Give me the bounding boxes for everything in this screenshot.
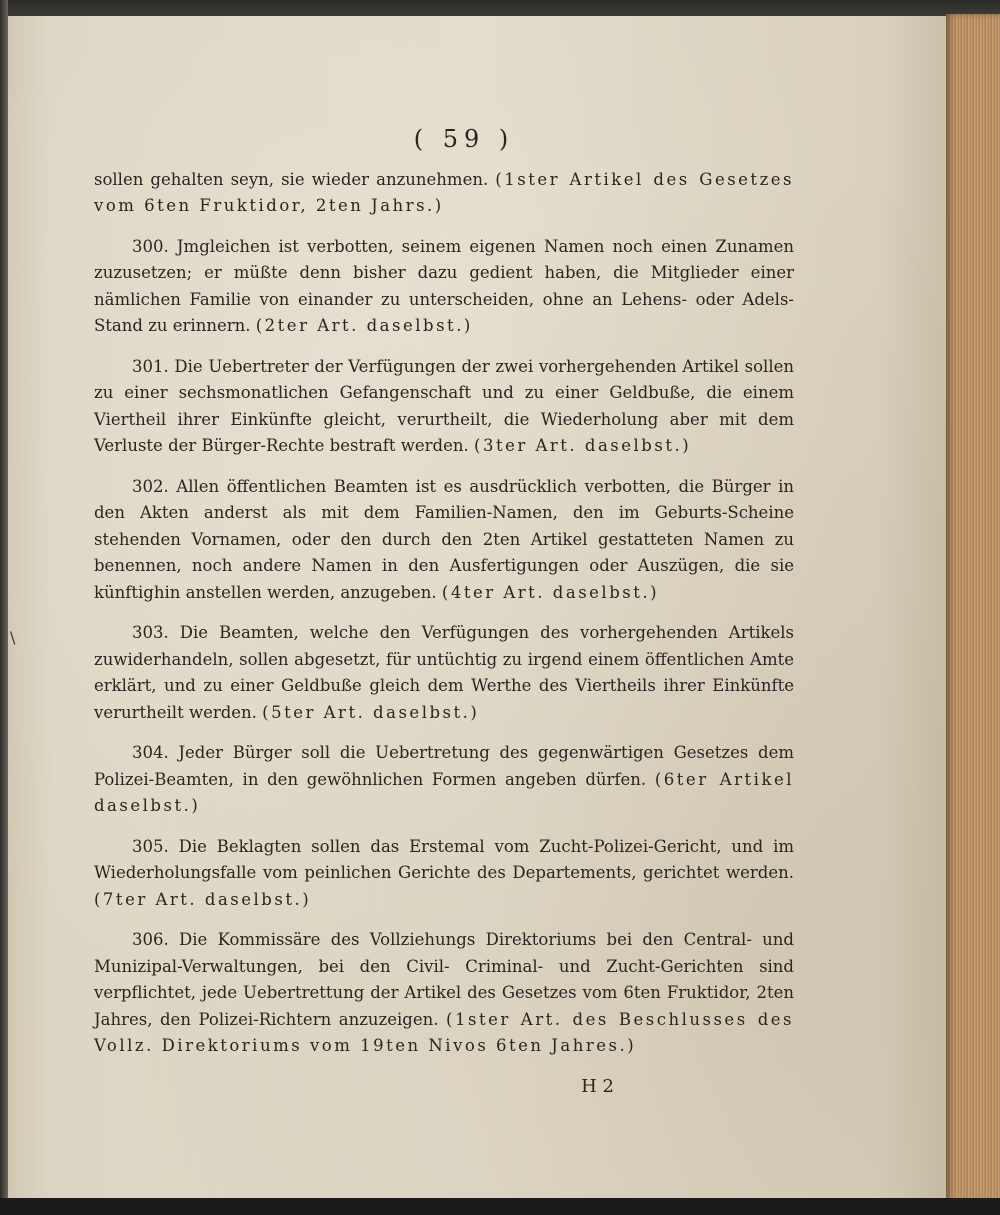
article-reference: (2ter Art. daselbst.) xyxy=(255,316,473,335)
article-reference: (4ter Art. daselbst.) xyxy=(441,582,660,602)
paragraph-body: 303. Die Beamten, welche den Verfügungen des vorhergehenden Artikels zuwiderhandeln, sollen abgesetzt, für untüchtig zu irgend einem öffentlichen Amte erklärt, und zu einer Geldbuße gleich dem Werthe des Viertheils ihrer Einkünfte verurtheilt werden. xyxy=(94,623,794,722)
page-text xyxy=(94,126,794,1100)
paragraph-300 xyxy=(94,234,794,340)
paragraph-303 xyxy=(94,620,794,726)
paragraph-body: 305. Die Beklagten sollen das Erstemal vom Zucht-Polizei-Gericht, und im Wiederholungsfalle vom peinlichen Gerichte des Departements, gerichtet werden. xyxy=(94,836,794,882)
paragraph-body: 300. Jmgleichen ist verbotten, seinem eigenen Namen noch einen Zunamen zuzusetzen; er müßte denn bisher dazu gedient haben, die Mitglieder einer nämlichen Familie von einander zu unterscheiden, ohne an Lehens- oder Adels-Stand zu erinnern. xyxy=(94,236,794,335)
article-reference: (1ster Artikel des Gesetzes vom 6ten Fruktidor, 2ten Jahrs.) xyxy=(94,169,794,215)
paragraph-body: 306. Die Kommissäre des Vollziehungs Direktoriums bei den Central- und Munizipal-Verwaltungen, bei den Civil- Criminal- und Zucht-Gerichten sind verpflichtet, jede Uebertrettung der Artikel des Gesetzes vom 6ten Fruktidor, 2ten Jahres, den Polizei-Richtern anzuzeigen. xyxy=(94,930,794,1029)
binding-shadow xyxy=(0,0,8,1215)
paragraph-body: 304. Jeder Bürger soll die Uebertretung des gegenwärtigen Gesetzes dem Polizei-Beamten, in den gewöhnlichen Formen angeben dürfen. xyxy=(94,743,794,789)
paragraph-306 xyxy=(94,927,794,1060)
margin-mark: \ xyxy=(10,628,16,647)
paragraph-302 xyxy=(94,474,794,607)
article-reference: (7ter Art. daselbst.) xyxy=(94,889,312,909)
paragraph-body: 301. Die Uebertreter der Verfügungen der zwei vorhergehenden Artikel sollen zu einer sechsmonatlichen Gefangenschaft und zu einer Geldbuße, die einem Viertheil ihrer Einkünfte gleicht, verurtheilt, die Wiederholung aber mit dem Verluste der Bürger-Rechte bestraft werden. xyxy=(94,356,794,455)
bottom-shadow xyxy=(0,1198,1000,1215)
paragraph-body: 302. Allen öffentlichen Beamten ist es ausdrücklich verbotten, die Bürger in den Akten anderst als mit dem Familien-Namen, den im Geburts-Scheine stehenden Vornamen, oder den durch den 2ten Artikel gestatteten Namen zu benennen, noch andere Namen in den Ausfertigungen oder Auszügen, die sie künftighin anstellen werden, anzugeben. xyxy=(94,476,794,602)
page-number: ( 59 ) xyxy=(413,125,515,153)
page-edges xyxy=(946,14,1000,1204)
paragraph-301 xyxy=(94,354,794,460)
signature-mark: H 2 xyxy=(581,1075,614,1097)
paragraph-305 xyxy=(94,834,794,914)
paragraph-body: sollen gehalten seyn, sie wieder anzunehmen. xyxy=(94,169,489,189)
paragraph-continuation xyxy=(94,167,794,220)
article-reference: (3ter Art. daselbst.) xyxy=(474,436,692,455)
article-reference: (6ter Artikel daselbst.) xyxy=(94,769,794,815)
paragraph-304 xyxy=(94,740,794,820)
article-reference: (5ter Art. daselbst.) xyxy=(262,702,480,722)
article-reference: (1ster Art. des Beschlusses des Vollz. Direktoriums vom 19ten Nivos 6ten Jahres.) xyxy=(94,1009,795,1055)
